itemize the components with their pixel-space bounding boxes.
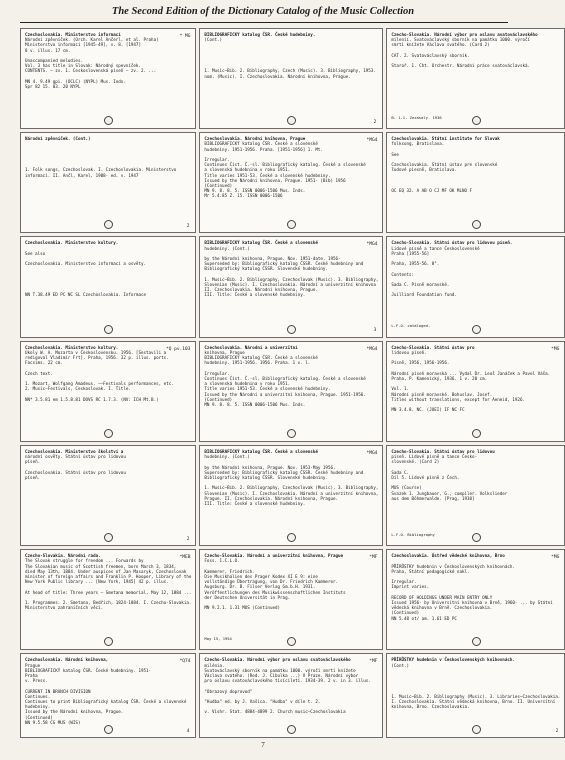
- card-line: See: [391, 151, 399, 157]
- card-line: Praha: [25, 672, 38, 678]
- card-line: (Continued): [204, 183, 233, 189]
- card-line: 8 v. illus. 17 cm.: [25, 47, 71, 53]
- card-heading: Czecho-Slovakia. Státní ústav pro lidovou: [391, 448, 495, 454]
- card-line: New York Public library ... [New York, 1945] 42 p. illus.: [25, 579, 169, 585]
- punch-hole: [287, 220, 296, 229]
- card-line: MN 3.4.8. NC. (JOEI) IF NC FC: [391, 407, 465, 413]
- card-line: Slovenian (Music). I. Czechoslovakia. Národní a univerzitní knihovna,: [204, 490, 379, 496]
- card-line: nom. (Music). I. Czechoslovakia. Národní knihovna, Prague.: [204, 73, 351, 79]
- card-line: PŘÍRŮSTKY hudebnin v Československých knihovnách.: [391, 563, 515, 569]
- card-line: Mr 5.4.85 Z. 15. ISSN 0006-1506: [204, 193, 283, 199]
- card-line: II. Czechoslovakia. Národní knihovna, Prague.: [204, 287, 318, 293]
- card-line: Title varies 1951-53. České a slovenské hudebniny.: [204, 172, 331, 178]
- card-line: BIBLIOGRAFICKÝ katalog ČSR. České hudebniny. 1951-: [25, 667, 152, 673]
- card-line: At head of title: Three years — Smetana memorial, May 12, 1884 ...: [25, 589, 192, 595]
- card-line: informací. II. Ančl, Karel, 1908- ed. v. 1947: [25, 172, 139, 178]
- card-line: Praha [1955-56]: [391, 250, 430, 256]
- punch-hole: [472, 725, 481, 734]
- card-line: Vol. 1.: [391, 386, 410, 392]
- card-line: Irregular.: [204, 157, 230, 163]
- card-line: (Continued): [25, 714, 53, 720]
- call-number: *MF: [369, 659, 378, 665]
- card-line: Issued 1956- by Universitní knihovna v Brně, 1960- ... by Státní: [391, 599, 553, 605]
- card-line: (Continued): [391, 610, 420, 616]
- card-line: died May 13th, 1884. Under auspices of Jan Masaryk, Czechoslovak: [25, 568, 187, 574]
- card-line: 1. Music—Bib. 2. Bibliography, Czechoslovak (Music). 3. Bibliography,: [204, 276, 379, 282]
- punch-hole: [104, 220, 113, 229]
- card-line: knihovna, Prague: [204, 349, 245, 355]
- catalog-card: [386, 236, 565, 337]
- punch-hole: [287, 116, 296, 125]
- catalog-card: [199, 236, 383, 337]
- call-number: *MG: [551, 555, 560, 561]
- card-sequence-number: 4: [186, 728, 190, 734]
- card-line: BIBLIOGRAFICKÝ katalog ČSR. České a slovenské: [204, 141, 318, 147]
- card-line: národní osvěty. Státní ústav pro lidovou: [25, 454, 126, 460]
- punch-hole: [472, 116, 481, 125]
- card-heading: Czechoslovakia. Ministerstvo kultury.: [25, 240, 119, 246]
- card-line: Superseded by: Bibliografický katalog ČSSR. České hudebniny and: [204, 261, 364, 267]
- card-line: Bibliografický katalog ČSSR. Slovenské hudebniny.: [204, 474, 328, 480]
- card-line: Superseded by: Bibliografický katalog ČSSR. České hudebniny and: [204, 469, 364, 475]
- card-line: píseň.: [25, 474, 41, 480]
- page-title: The Second Edition of the Dictionary Catalog of the Music Collection: [111, 6, 415, 17]
- card-line: Unaccompanied melodies.: [25, 58, 83, 64]
- punch-hole: [104, 429, 113, 438]
- card-footnote: L.F.O. cataloged.: [391, 323, 431, 329]
- card-heading: Czechoslovakia. Ministerstvo informací: [25, 32, 121, 37]
- catalog-card: [20, 28, 196, 129]
- card-line: Czechoslovakia. Ministerstvo informací a osvěty.: [25, 261, 147, 267]
- card-line: Lidové písně a tance Československé: [391, 245, 480, 251]
- card-line: CONTENTS. — zv. 1. Ceskoslovenská píseň — zv. 2. ...: [25, 68, 157, 74]
- card-sequence-number: 2: [373, 120, 377, 126]
- card-line: Die Musikhalien des Prager Kodex XI E 9: eine: [204, 573, 318, 579]
- card-line: Václava svatého. (Red. J. Cibulka ...) V Praze. Národní výbor: [204, 672, 359, 678]
- card-line: hudebniny. (Cont.): [204, 245, 250, 251]
- card-line: Prague: [25, 662, 41, 668]
- card-line: v. Vishr. Stat. 4884-4899 2. Church music—Czechoslovakia: [204, 709, 346, 715]
- card-line: Facsims. 22 cm.: [25, 360, 63, 366]
- card-heading: BIBLIOGRAFICKÝ katalog ČSR. České a slovenské: [204, 448, 318, 454]
- card-line: Czechoslovakia. Státní ústav pro lidovou: [25, 469, 126, 475]
- card-line: Imprint varies.: [391, 584, 430, 590]
- card-line: Národní píseň moravská ... Vydal Dr. Leoš Janáček a Pavel Váša.: [391, 370, 551, 376]
- call-number: *MG4: [366, 450, 378, 456]
- card-line: der Deutschen Universität in Prag.: [204, 594, 291, 600]
- card-line: Ministerstvo informací [1945-49], v. 8. [1947]: [25, 42, 141, 48]
- punch-hole: [104, 725, 113, 734]
- card-line: redigoval Vladimír Frt]. Praha, 1956. 32 p. illus. ports.: [25, 355, 169, 361]
- call-number: *MG4: [366, 346, 378, 352]
- punch-hole: [472, 533, 481, 542]
- card-line: Slovenian (Music). I. Czechoslovakia. Národní a univerzitní knihovna: [204, 282, 376, 288]
- card-line: by the Národní knihovna, Prague. Nov. 1951-date. 1956-: [204, 256, 341, 262]
- card-line: (Cont.): [204, 37, 223, 43]
- card-line: aus dem Böhmerwalde. [Prag, 1930]: [391, 495, 475, 501]
- punch-hole: [472, 429, 481, 438]
- card-sequence-number: 2: [186, 224, 190, 230]
- card-line: milénia.: [204, 662, 225, 668]
- card-line: Issued by the Národní a univerzitní knihovna, Prague. 1951-1956.: [204, 391, 366, 397]
- card-line: Ministerstvo zahraničních věcí.: [25, 605, 104, 611]
- card-line: Národní písně moravské. Bohuslav. Josef.: [391, 391, 493, 397]
- punch-hole: [472, 325, 481, 334]
- card-sequence-number: 2: [186, 536, 190, 542]
- card-heading: Czecho-Slovakia. Státní ústav pro lidovou píseň.: [391, 240, 513, 246]
- call-number: *MG4: [366, 138, 378, 144]
- card-line: The Slovakian music of Scottish freemen, born March 3, 1834,: [25, 563, 177, 569]
- card-heading: BIBLIOGRAFICKÝ katalog ČSR. České hudebniny.: [204, 32, 316, 37]
- card-heading: BIBLIOGRAFICKÝ katalog ČSR. České a slovenské: [204, 240, 318, 246]
- punch-hole: [472, 637, 481, 646]
- card-line: Sada C.: [391, 469, 410, 475]
- call-number: *MG4: [366, 242, 378, 248]
- card-heading: Czechoslovakia. Ministerstvo školství a: [25, 448, 124, 454]
- card-line: Title varies 1951-53. České a slovenské hudebniny.: [204, 386, 331, 392]
- punch-hole: [104, 116, 113, 125]
- card-line: hudebniny. 1951-1956. Praha. [1951-1956] 1. Mt.: [204, 146, 323, 152]
- card-line: hudebniny. (Cont.): [204, 454, 250, 460]
- card-line: MN 9. 8. 8. 5. ISSN 0006-1506 Mus. Inds.: [204, 188, 306, 194]
- card-line: a slovenská hudebnina v roku 1951.: [204, 167, 291, 173]
- card-sequence-number: 3: [373, 328, 377, 334]
- card-line: "Obrazový doprovod": [204, 688, 253, 694]
- catalog-card: [199, 549, 383, 650]
- call-number: * MG: [179, 34, 191, 39]
- card-line: Titles without translations, except for Aeneid, 1926.: [391, 396, 525, 402]
- card-line: 2. Music—Festivals, Ceskoslovak. I. Title.: [25, 386, 131, 392]
- card-line: Irregular.: [391, 579, 417, 585]
- title-rule: [20, 22, 508, 23]
- card-line: Písně, 1956, 1956-1956.: [391, 360, 450, 366]
- punch-hole: [104, 637, 113, 646]
- punch-hole: [104, 533, 113, 542]
- card-line: pro oslavu svatováclavského tisíciletí. 1934-39. 2 v. in 3. illus.: [204, 678, 371, 684]
- card-line: (Continued): [204, 396, 233, 402]
- catalog-card: [386, 341, 565, 442]
- card-line: 1. Music—Bib. 2. Bibliography, Czech (Music). 3. Bibliography, 1953.: [204, 68, 376, 74]
- catalog-card: [386, 653, 565, 738]
- card-line: NN 5.48 ot/ am. 1.61 ED PC: [391, 615, 457, 621]
- card-line: Staroř. 1. Cht. Orchestr. Národní práce svatováclavská.: [391, 63, 531, 69]
- card-line: Issued by the Národní knihovna, Prague. 1951- (Bib) 1956: [204, 177, 346, 183]
- catalog-card: [20, 236, 196, 337]
- card-line: Díl 5. Lidové písně z Čech.: [391, 474, 460, 480]
- catalog-card: [20, 445, 196, 546]
- card-heading: Czechoslovakia. Ministerstvo kultury.: [25, 344, 119, 350]
- card-heading: Czecho-Slovakia. Národní výbor pro oslavu avatováclavského: [391, 32, 538, 37]
- card-line: MN 9. 8. 8. 5. ISSN 0006-1506 Mus. Inds.: [204, 401, 306, 407]
- card-line: Úkoly W. A. Mozarta v Československu. 1956. [Sestavili a: [25, 349, 167, 355]
- card-line: Veröffentlichungen des Musikwissenschaftlichen Instituts: [204, 589, 346, 595]
- punch-hole: [472, 220, 481, 229]
- punch-hole: [104, 325, 113, 334]
- call-number: *MEB: [179, 555, 191, 561]
- card-line: v. Press.: [25, 678, 48, 684]
- card-line: Vol. 3 has title in Slovak: Národný spevníček.: [25, 63, 141, 69]
- card-line: Prague. II. Czechoslovakia. Národní knihovna, Prague.: [204, 495, 339, 501]
- card-line: NN 9.5.58 CG MUS (WIS): [25, 719, 81, 725]
- card-line: by the Národní knihovna, Prague. Nov. 1953-May 1956.: [204, 464, 336, 470]
- catalog-card: [199, 341, 383, 442]
- card-line: Juilliard Foundation fund.: [391, 292, 457, 298]
- page-number: 7: [261, 741, 265, 749]
- catalog-card: [20, 549, 196, 650]
- catalog-card: [199, 653, 383, 738]
- card-line: CAT. 2. Svatováclavský sborník.: [391, 52, 470, 58]
- card-line: Praha, 1955-56. 8°.: [391, 261, 440, 267]
- card-line: Sada C. Písně moravské.: [391, 282, 450, 288]
- card-line: OC EQ 32. A AB O CJ MF OK MLNO F: [391, 188, 473, 194]
- card-line: Continues Číst. Č.-sl. Bibliografický katalog. České a slovenské: [204, 162, 366, 168]
- card-heading: Czechoslovakia. Národní knihovna, Prague: [204, 136, 306, 142]
- card-line: Národní zpěvníček. (Orch. Karel Ančerl, et al. Praha): [25, 37, 159, 43]
- card-line: Kammerer, Friedrich.: [204, 568, 255, 574]
- card-heading: Czechoslovakia. Ústřed vědecké knihovna, Brno: [391, 553, 505, 559]
- card-line: Continues Číst. Č.-sl. Bibliografický katalog. České a slovenské: [204, 375, 366, 381]
- card-line: III. Title: České a slovenské hudebniny.: [204, 500, 306, 506]
- punch-hole: [287, 725, 296, 734]
- card-line: Svatováclavský sborník na památku 1000. výročí smrti knížete: [204, 667, 356, 673]
- card-heading: Czechoslovakia. Národní a univerzitní: [204, 344, 298, 350]
- card-line: Spr 82 15. 03. 20 NYPL: [25, 84, 81, 90]
- card-line: The Slovak struggle for freedom ... Forwards by: [25, 558, 144, 564]
- card-line: I. Czechoslovakia. Státní vědecká knihovna, Brno. II. Universitní: [391, 698, 556, 704]
- card-line: 1. Music—Bib. 2. Bibliography (Music). 3. Libraries—Czechoslovakia.: [391, 693, 561, 699]
- card-heading: Czecho-Slovakia. Státní ústav pro: [391, 344, 475, 350]
- card-line: (Cont.): [391, 662, 410, 668]
- punch-hole: [287, 325, 296, 334]
- card-line: "Hudba" ed. by J. Vašica. "Hudba" v díle t. 2.: [204, 698, 321, 704]
- card-line: slovenské. (Card 2): [391, 459, 440, 465]
- card-line: Irregular.: [204, 370, 230, 376]
- punch-hole: [287, 637, 296, 646]
- catalog-card: [20, 653, 196, 738]
- card-line: Foss. 1.C.L.O.: [204, 558, 240, 564]
- card-line: Praha, P. Kamenický, 1936. 1 v. 20 cm.: [391, 375, 488, 381]
- card-line: Augsburg. Dr. B. Filser Verlag Gm.b.H. 1931.: [204, 584, 316, 590]
- card-line: smrti knížete Václava svatého. (Card 2): [391, 42, 490, 48]
- card-line: hudebniny.: [25, 704, 51, 710]
- card-line: Continues to print Bibliografický katalog ČSR. České a slovenské: [25, 698, 187, 704]
- punch-hole: [287, 429, 296, 438]
- card-line: píseň.: [25, 459, 41, 465]
- card-line: Svazek 1. Jungbauer, G., compiler. Volkslieder: [391, 490, 508, 496]
- card-line: BIBLIOGRAFICKÝ katalog ČSR. České a slovenské: [204, 355, 318, 361]
- card-line: MN 9.2.1. 1.31 MUS (Continued): [204, 605, 281, 611]
- call-number: *MF: [369, 555, 378, 561]
- call-number: *Q74: [179, 659, 191, 665]
- card-line: Czechoslovakia. Státní ústav pre slovenské: [391, 162, 498, 168]
- card-line: mileníí. Svatováclavský sborník na památku 1000. výročí: [391, 37, 531, 43]
- card-line: lidovou píseň.: [391, 349, 427, 355]
- call-number: *MG: [551, 346, 560, 352]
- card-heading: PŘÍRŮSTKY hudebnin v Československých knihovnách.: [391, 657, 515, 663]
- catalog-card: [386, 445, 565, 546]
- card-line: píseň. Lidové písně a tance Česko-: [391, 454, 478, 460]
- card-line: vědecká knihovna v Brně. Czechoslovakia.: [391, 605, 493, 611]
- catalog-card: [199, 28, 383, 129]
- catalog-card: [20, 341, 196, 442]
- card-line: MN 4. 9.49 gpi. (OCLC) (NYPL) Mus. Indx.: [25, 78, 126, 84]
- card-line: a slovenská hudebnina v roku 1951.: [204, 381, 291, 387]
- card-footnote: B. 1.1. Zezasaly. 1936: [391, 115, 442, 121]
- card-line: CURRENT IN BRANCH DIVISION: [25, 688, 91, 694]
- card-line: 1. Mozart, Wolfgang Amadeus. ——Festivals performances, etc.: [25, 381, 174, 387]
- catalog-card-grid: [20, 28, 561, 738]
- catalog-card: [386, 132, 565, 233]
- card-heading: Czecho-Slovakia. Národní a univerzitní knihovna, Prague: [204, 553, 344, 559]
- card-line: Czech text.: [25, 370, 53, 376]
- catalog-card: [20, 132, 196, 233]
- card-line: Issued by the Národní knihovna, Prague.: [25, 709, 124, 715]
- card-line: RECORD OF HOLDINGS UNDER MAIN ENTRY ONLY: [391, 594, 493, 600]
- card-line: Praha, Státní pedagogické nakl.: [391, 568, 470, 574]
- card-line: minister of foreign affairs and Franklin P. Hooper, Library of the: [25, 573, 192, 579]
- card-line: III. Title: České a slovenské hudebniny.: [204, 292, 306, 298]
- catalog-card: [199, 132, 383, 233]
- card-line: hudebniny. 1951-1956. 1956. Praha. 1 v. l.: [204, 360, 311, 366]
- card-heading: Czecho-Slovakia. Národní rada.: [25, 553, 101, 559]
- card-line: 1. Programmes. 2. Smetana, Bedřich, 1824-1884. I. Czecho-Slovakia.: [25, 599, 192, 605]
- card-line: vollständige Übertragung, von Dr. Friedrich Kammerer.: [204, 579, 339, 585]
- card-heading: Czecho-Slovakia. Národní výbor pro oslavu svatováclavského: [204, 657, 351, 663]
- catalog-card: [386, 28, 565, 129]
- card-line: 1. Music—Bib. 2. Bibliography, Czechoslovak (Music). 3. Bibliography,: [204, 485, 379, 491]
- card-footnote: May 15, 1954: [204, 636, 232, 642]
- card-footnote: L.F.O. Bibliography: [391, 531, 435, 537]
- card-line: Contents:: [391, 271, 415, 277]
- card-line: knihovna, Brno. Czechoslovakia.: [391, 704, 470, 710]
- card-line: See also: [25, 250, 46, 256]
- card-line: MUS (Course): [391, 485, 422, 491]
- punch-hole: [287, 533, 296, 542]
- card-line: ľudové piesně, Bratislava.: [391, 167, 457, 173]
- card-line: Bibliografický katalog ČSSR. Slovenské hudebniny.: [204, 266, 328, 272]
- card-line: NN* 3.5.81 em 1.5.8.81 DOVS RC 1.7.3. (NV: ICH Mt.B.): [25, 396, 159, 402]
- call-number: *Q pv.103: [166, 346, 191, 352]
- card-heading: Czechoslovakia. Národní knihovna,: [25, 657, 109, 663]
- catalog-card: [199, 445, 383, 546]
- card-heading: Národní zpěvníček. (Cont.): [25, 136, 91, 142]
- card-sequence-number: 2: [555, 728, 559, 734]
- catalog-card: [386, 549, 565, 650]
- card-line: 1. Folk songs, Czechoslovak. I. Czechoslovakia. Ministerstvo: [25, 167, 177, 173]
- card-line: folksong, Bratislava.: [391, 141, 445, 147]
- card-line: Continues.: [25, 693, 51, 699]
- card-line: NN T.38.49 ED PC NC SL Czechoslovakia. Informace: [25, 292, 147, 298]
- card-heading: Czechoslovakia. Státní institute for Slovak: [391, 136, 500, 142]
